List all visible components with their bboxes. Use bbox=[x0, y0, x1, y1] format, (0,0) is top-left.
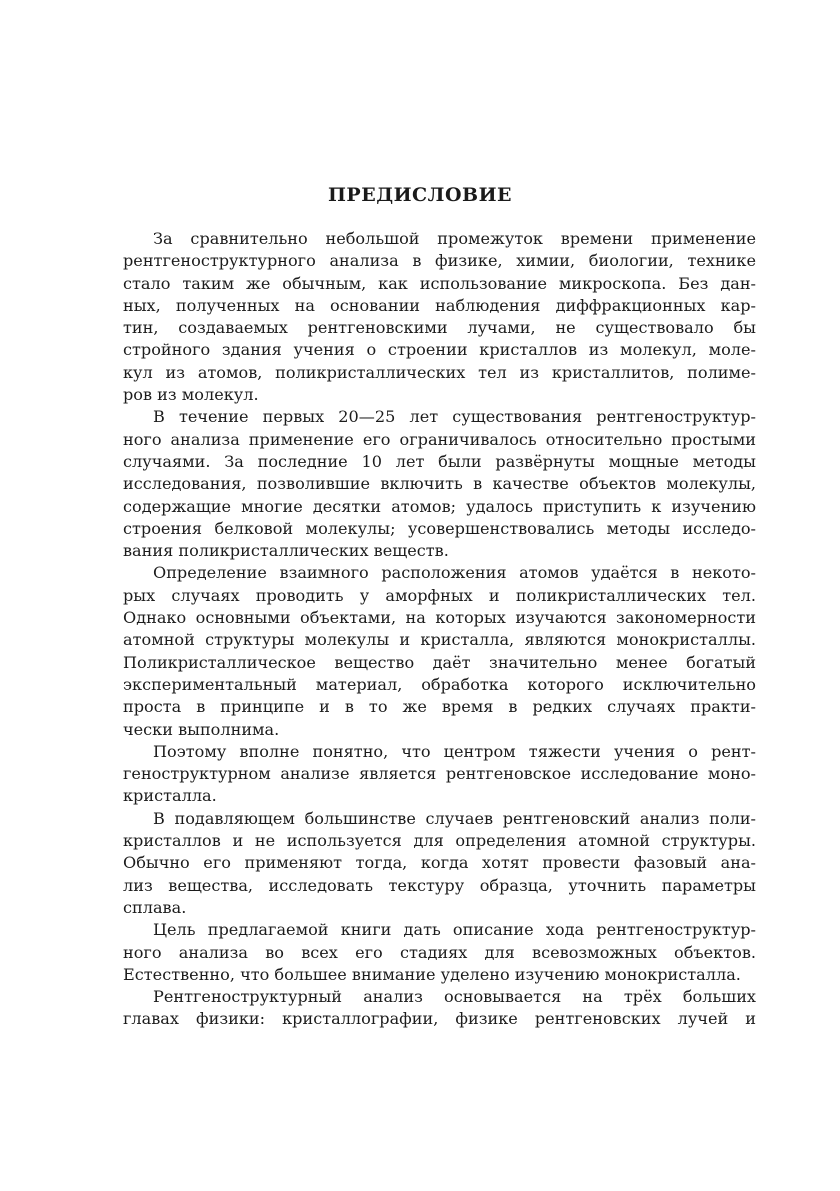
paragraph bbox=[123, 406, 756, 562]
text-line: атомной структуры молекулы и кристалла, являются монокристаллы. bbox=[123, 630, 756, 650]
text-line: геноструктурном анализе является рентгеновское исследование моно- bbox=[123, 764, 756, 784]
text-line: Цель предлагаемой книги дать описание хода рентгеноструктур- bbox=[153, 920, 756, 940]
text-line: ного анализа во всех его стадиях для всевозможных объектов. bbox=[123, 942, 756, 962]
text-line: Поэтому вполне понятно, что центром тяжести учения о рент- bbox=[153, 741, 756, 761]
text-line: ных, полученных на основании наблюдения диффракционных кар- bbox=[123, 295, 756, 315]
text-line: Поликристаллическое вещество даёт значительно менее богатый bbox=[123, 652, 756, 672]
paragraph bbox=[123, 228, 756, 406]
text-line: сплава. bbox=[123, 897, 187, 917]
text-line: проста в принципе и в то же время в редких случаях практи- bbox=[123, 697, 756, 717]
text-line: Однако основными объектами, на которых изучаются закономерности bbox=[123, 608, 756, 628]
text-line: Обычно его применяют тогда, когда хотят провести фазовый ана- bbox=[123, 853, 756, 873]
text-line: кристалла. bbox=[123, 786, 217, 806]
text-line: содержащие многие десятки атомов; удалось приступить к изучению bbox=[123, 496, 756, 516]
text-line: рентгеноструктурного анализа в физике, химии, биологии, технике bbox=[123, 251, 756, 271]
text-line: ного анализа применение его ограничивалось относительно простыми bbox=[123, 429, 756, 449]
text-line: рых случаях проводить у аморфных и поликристаллических тел. bbox=[123, 585, 756, 605]
preface-body bbox=[123, 228, 756, 1031]
text-line: главах физики: кристаллографии, физике рентгеновских лучей и bbox=[123, 1009, 756, 1029]
text-line: вания поликристаллических веществ. bbox=[123, 541, 449, 561]
page-title: ПРЕДИСЛОВИЕ bbox=[327, 184, 513, 206]
paragraph bbox=[123, 562, 756, 740]
text-line: чески выполнима. bbox=[123, 719, 280, 739]
text-line: исследования, позволившие включить в качестве объектов молекулы, bbox=[123, 474, 756, 494]
text-line: строения белковой молекулы; усовершенствовались методы исследо- bbox=[123, 518, 756, 538]
text-line: Рентгеноструктурный анализ основывается на трёх больших bbox=[153, 987, 756, 1007]
text-line: В подавляющем большинстве случаев рентгеновский анализ поли- bbox=[153, 808, 756, 828]
text-line: Естественно, что большее внимание уделено изучению монокристалла. bbox=[123, 964, 741, 984]
text-line: случаями. За последние 10 лет были развёрнуты мощные методы bbox=[123, 451, 756, 471]
text-line: В течение первых 20—25 лет существования рентгеноструктур- bbox=[153, 407, 756, 427]
paragraph bbox=[123, 986, 756, 1031]
text-line: тин, создаваемых рентгеновскими лучами, не существовало бы bbox=[123, 318, 756, 338]
paragraph bbox=[123, 919, 756, 986]
paragraph bbox=[123, 808, 756, 919]
text-line: стройного здания учения о строении кристаллов из молекул, моле- bbox=[123, 340, 756, 360]
text-line: Определение взаимного расположения атомов удаётся в некото- bbox=[153, 563, 756, 583]
text-line: ров из молекул. bbox=[123, 385, 259, 405]
text-line: лиз вещества, исследовать текстуру образца, уточнить параметры bbox=[123, 875, 756, 895]
text-line: стало таким же обычным, как использование микроскопа. Без дан- bbox=[123, 273, 756, 293]
text-line: кул из атомов, поликристаллических тел из кристаллитов, полиме- bbox=[123, 362, 756, 382]
paragraph bbox=[123, 741, 756, 808]
text-line: экспериментальный материал, обработка которого исключительно bbox=[123, 674, 756, 694]
text-line: За сравнительно небольшой промежуток времени применение bbox=[153, 229, 756, 248]
text-line: кристаллов и не используется для определения атомной структуры. bbox=[123, 831, 756, 851]
